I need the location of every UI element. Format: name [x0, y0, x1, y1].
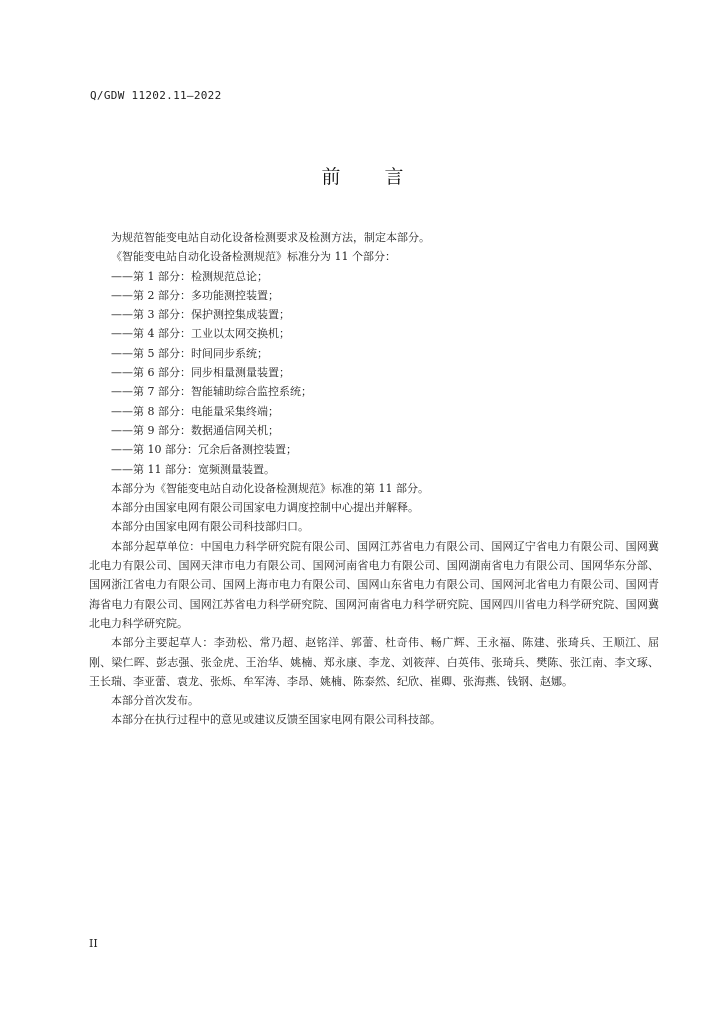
drafting-units-paragraph: 本部分起草单位：中国电力科学研究院有限公司、国网江苏省电力有限公司、国网辽宁省电力有限公司、国网冀北电力有限公司、国网天津市电力有限公司、国网河南省电力有限公司、国网湖南省电力有限公司、国网华东分部、国网浙江省电力有限公司、国网上海市电力有限公司、国网山东省电力有限公司、国网河北省电力有限公司、国网青海省电力有限公司、国网江苏省电力科学研究院、国网河南省电力科学研究院、国网四川省电力科学研究院、国网冀北电力科学研究院。	[89, 539, 659, 630]
list-item: ——第 1 部分：检测规范总论；	[111, 269, 268, 283]
title-char-2: 言	[384, 166, 404, 188]
drafters-paragraph: 本部分主要起草人：李劲松、常乃超、赵铭洋、郭蕾、杜奇伟、畅广辉、王永福、陈建、张琦兵、王顺江、屈刚、梁仁晖、彭志强、张金虎、王治华、姚楠、郑永康、李龙、刘筱萍、白英伟、张琦兵、樊陈、张江南、李文琢、王长瑞、李亚蕾、袁龙、张烁、牟军涛、李昂、姚楠、陈泰然、纪欣、崔卿、张海燕、钱钢、赵娜。	[89, 636, 659, 688]
page-title	[0, 162, 725, 189]
list-item: ——第 10 部分：冗余后备测控装置；	[111, 443, 297, 457]
list-item: ——第 5 部分：时间同步系统；	[111, 346, 268, 360]
page-number: II	[89, 937, 98, 950]
preface-body	[89, 228, 659, 730]
list-item: ——第 9 部分：数据通信网关机；	[111, 423, 279, 437]
managed-by-paragraph: 本部分由国家电网有限公司科技部归口。	[111, 520, 309, 534]
list-item: ——第 3 部分：保护测控集成装置；	[111, 308, 290, 322]
parts-lead-paragraph: 《智能变电站自动化设备检测规范》标准分为 11 个部分：	[111, 250, 396, 264]
list-item: ——第 11 部分：宽频测量装置。	[111, 462, 275, 476]
title-char-1: 前	[321, 166, 341, 188]
list-item: ——第 2 部分：多功能测控装置；	[111, 288, 279, 302]
list-item: ——第 8 部分：电能量采集终端；	[111, 404, 279, 418]
list-item: ——第 7 部分：智能辅助综合监控系统；	[111, 385, 312, 399]
standard-code: Q/GDW 11202.11—2022	[90, 89, 222, 102]
first-release-paragraph: 本部分首次发布。	[111, 694, 199, 708]
list-item: ——第 4 部分：工业以太网交换机；	[111, 327, 290, 341]
proposed-by-paragraph: 本部分由国家电网有限公司国家电力调度控制中心提出并解释。	[111, 501, 419, 515]
intro-paragraph: 为规范智能变电站自动化设备检测要求及检测方法，制定本部分。	[111, 231, 430, 244]
feedback-paragraph: 本部分在执行过程中的意见或建议反馈至国家电网有限公司科技部。	[111, 713, 441, 727]
this-part-paragraph: 本部分为《智能变电站自动化设备检测规范》标准的第 11 部分。	[111, 481, 429, 495]
list-item: ——第 6 部分：同步相量测量装置；	[111, 366, 290, 380]
